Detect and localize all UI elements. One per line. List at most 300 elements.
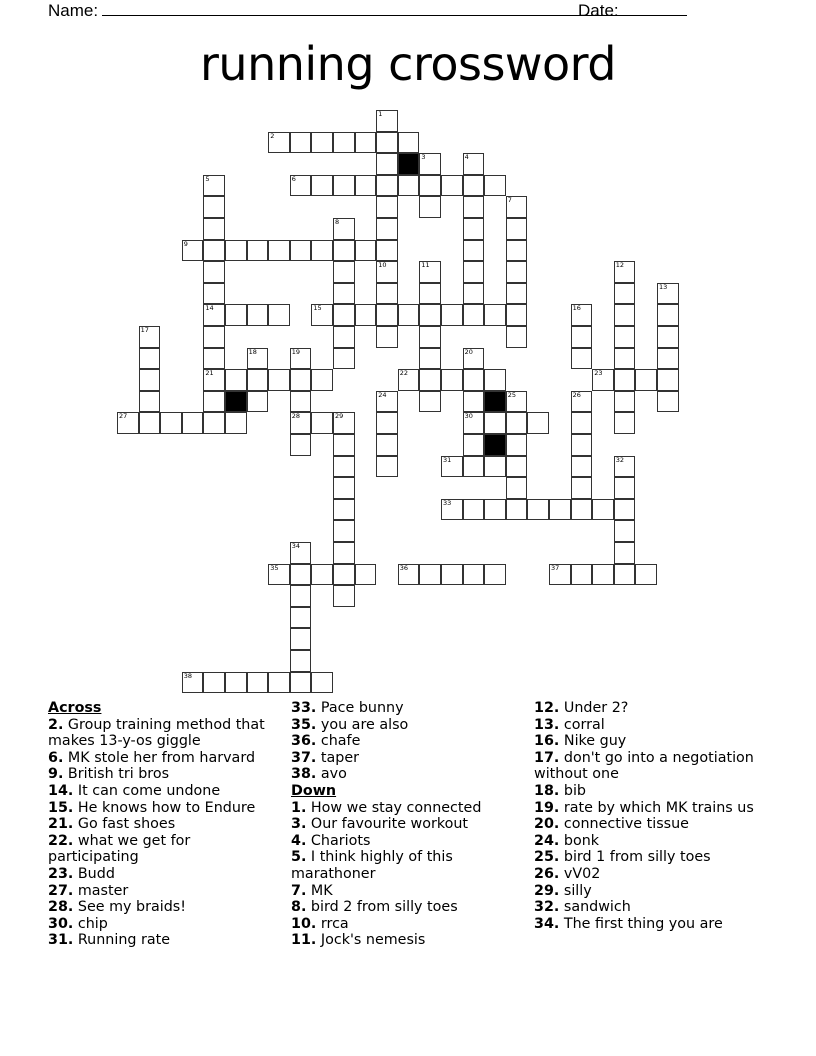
- crossword-cell[interactable]: [506, 326, 528, 348]
- clue-item: [48, 717, 276, 750]
- crossword-cell[interactable]: [290, 369, 312, 391]
- crossword-cell[interactable]: [333, 564, 355, 586]
- crossword-cell[interactable]: [484, 304, 506, 326]
- crossword-cell[interactable]: [506, 499, 528, 521]
- clue-number: 31: [443, 455, 452, 464]
- black-cell: [484, 434, 506, 456]
- clue-item: [48, 883, 276, 900]
- clue-text: chip: [73, 915, 108, 932]
- crossword-cell[interactable]: [419, 391, 441, 413]
- clue-item: [534, 816, 770, 833]
- crossword-cell[interactable]: [463, 456, 485, 478]
- crossword-cell[interactable]: [290, 175, 312, 197]
- crossword-cell[interactable]: [506, 261, 528, 283]
- crossword-cell[interactable]: [441, 456, 463, 478]
- crossword-cell[interactable]: [592, 564, 614, 586]
- crossword-cell[interactable]: [506, 391, 528, 413]
- clue-number-label: 23.: [48, 865, 74, 882]
- crossword-cell[interactable]: [463, 391, 485, 413]
- crossword-cell[interactable]: [571, 391, 593, 413]
- crossword-cell[interactable]: [419, 304, 441, 326]
- crossword-cell[interactable]: [268, 132, 290, 154]
- clue-number-label: 7.: [291, 882, 307, 899]
- clue-text: what we get for participating: [48, 832, 191, 866]
- clues-column-2: [291, 700, 523, 949]
- crossword-cell[interactable]: [376, 434, 398, 456]
- clue-number: 21: [205, 369, 214, 378]
- crossword-cell[interactable]: [419, 369, 441, 391]
- crossword-cell[interactable]: [441, 369, 463, 391]
- crossword-cell[interactable]: [419, 326, 441, 348]
- clue-text: chafe: [316, 733, 361, 750]
- crossword-cell[interactable]: [506, 218, 528, 240]
- clues-column-1: [48, 700, 276, 949]
- crossword-cell[interactable]: [376, 175, 398, 197]
- crossword-cell[interactable]: [268, 564, 290, 586]
- crossword-cell[interactable]: [203, 391, 225, 413]
- crossword-cell[interactable]: [376, 110, 398, 132]
- clue-number: 3: [421, 153, 426, 162]
- crossword-cell[interactable]: [614, 456, 636, 478]
- crossword-cell[interactable]: [506, 412, 528, 434]
- crossword-cell[interactable]: [463, 175, 485, 197]
- crossword-cell[interactable]: [203, 348, 225, 370]
- crossword-cell[interactable]: [614, 369, 636, 391]
- clue-text: Chariots: [306, 832, 371, 849]
- clue-item: [291, 849, 523, 882]
- crossword-cell[interactable]: [139, 369, 161, 391]
- crossword-cell[interactable]: [290, 607, 312, 629]
- clue-number-label: 8.: [291, 899, 307, 916]
- crossword-cell[interactable]: [463, 564, 485, 586]
- crossword-cell[interactable]: [333, 132, 355, 154]
- clue-text: Under 2?: [559, 700, 629, 716]
- crossword-cell[interactable]: [225, 304, 247, 326]
- crossword-cell[interactable]: [203, 175, 225, 197]
- clue-item: [534, 750, 770, 783]
- crossword-cell[interactable]: [203, 672, 225, 694]
- clue-number-label: 5.: [291, 849, 307, 866]
- crossword-cell[interactable]: [311, 175, 333, 197]
- clue-item: [291, 816, 523, 833]
- crossword-cell[interactable]: [463, 499, 485, 521]
- clue-number-label: 33.: [291, 700, 317, 716]
- clue-item: [534, 733, 770, 750]
- crossword-cell[interactable]: [614, 564, 636, 586]
- crossword-cell[interactable]: [376, 261, 398, 283]
- crossword-cell[interactable]: [506, 456, 528, 478]
- clue-number: 17: [140, 326, 149, 334]
- crossword-cell[interactable]: [333, 412, 355, 434]
- clue-number-label: 25.: [534, 849, 560, 866]
- clue-number: 19: [291, 347, 301, 356]
- clue-number: 30: [464, 412, 473, 421]
- clue-item: [534, 883, 770, 900]
- crossword-cell[interactable]: [398, 175, 420, 197]
- crossword-cell[interactable]: [419, 261, 441, 283]
- crossword-cell[interactable]: [614, 520, 636, 542]
- clue-text: bird 1 from silly toes: [559, 849, 711, 866]
- crossword-cell[interactable]: [355, 240, 377, 262]
- crossword-cell[interactable]: [333, 477, 355, 499]
- clue-number: 13: [659, 282, 668, 291]
- clue-number: 28: [291, 412, 301, 421]
- crossword-cell[interactable]: [333, 240, 355, 262]
- crossword-cell[interactable]: [463, 412, 485, 434]
- clue-item: [534, 899, 770, 916]
- clue-text: How we stay connected: [306, 799, 482, 816]
- crossword-cell[interactable]: [657, 348, 679, 370]
- crossword-cell[interactable]: [549, 564, 571, 586]
- crossword-cell[interactable]: [657, 391, 679, 413]
- clue-item: [291, 700, 523, 717]
- crossword-cell[interactable]: [614, 261, 636, 283]
- clue-text: Our favourite workout: [306, 816, 469, 833]
- crossword-cell[interactable]: [571, 456, 593, 478]
- crossword-cell[interactable]: [333, 326, 355, 348]
- clue-number: 20: [464, 347, 473, 356]
- down-heading: Down: [291, 782, 337, 799]
- crossword-cell[interactable]: [333, 434, 355, 456]
- crossword-cell[interactable]: [247, 391, 269, 413]
- clue-text: British tri bros: [63, 766, 170, 783]
- crossword-cell[interactable]: [484, 369, 506, 391]
- crossword-cell[interactable]: [376, 196, 398, 218]
- crossword-cell[interactable]: [355, 175, 377, 197]
- crossword-cell[interactable]: [635, 564, 657, 586]
- crossword-cell[interactable]: [614, 348, 636, 370]
- black-cell: [225, 391, 247, 413]
- crossword-cell[interactable]: [376, 283, 398, 305]
- crossword-cell[interactable]: [419, 153, 441, 175]
- crossword-cell[interactable]: [203, 196, 225, 218]
- crossword-cell[interactable]: [247, 240, 269, 262]
- crossword-cell[interactable]: [614, 499, 636, 521]
- clue-number: 15: [313, 304, 322, 313]
- clue-number-label: 38.: [291, 766, 317, 783]
- crossword-cell[interactable]: [333, 218, 355, 240]
- crossword-cell[interactable]: [333, 542, 355, 564]
- crossword-cell[interactable]: [506, 240, 528, 262]
- crossword-cell[interactable]: [614, 391, 636, 413]
- crossword-cell[interactable]: [290, 672, 312, 694]
- clue-text: bird 2 from silly toes: [306, 899, 458, 916]
- clue-number: 5: [205, 174, 210, 183]
- clue-text: MK: [306, 882, 333, 899]
- clue-item: [534, 833, 770, 850]
- crossword-cell[interactable]: [333, 348, 355, 370]
- crossword-cell[interactable]: [463, 218, 485, 240]
- crossword-cell[interactable]: [333, 283, 355, 305]
- crossword-cell[interactable]: [355, 564, 377, 586]
- crossword-cell[interactable]: [484, 564, 506, 586]
- crossword-cell[interactable]: [333, 499, 355, 521]
- clue-number: 37: [551, 563, 560, 572]
- crossword-cell[interactable]: [614, 304, 636, 326]
- clue-text: corral: [559, 716, 605, 733]
- crossword-cell[interactable]: [268, 304, 290, 326]
- clues-column-3: [534, 700, 770, 932]
- crossword-cell[interactable]: [311, 412, 333, 434]
- crossword-cell[interactable]: [247, 672, 269, 694]
- crossword-cell[interactable]: [527, 499, 549, 521]
- clue-number-label: 20.: [534, 816, 560, 833]
- clue-item: [48, 866, 276, 883]
- crossword-cell[interactable]: [268, 672, 290, 694]
- clue-item: [48, 916, 276, 933]
- crossword-cell[interactable]: [203, 240, 225, 262]
- crossword-cell[interactable]: [441, 175, 463, 197]
- crossword-cell[interactable]: [398, 132, 420, 154]
- crossword-cell[interactable]: [376, 132, 398, 154]
- crossword-cell[interactable]: [225, 412, 247, 434]
- crossword-cell[interactable]: [419, 564, 441, 586]
- crossword-cell[interactable]: [614, 283, 636, 305]
- clue-text: Budd: [73, 865, 115, 882]
- clue-text: avo: [316, 766, 347, 783]
- crossword-cell[interactable]: [139, 412, 161, 434]
- crossword-cell[interactable]: [290, 391, 312, 413]
- clue-text: See my braids!: [73, 899, 186, 916]
- clue-number-label: 14.: [48, 782, 74, 799]
- crossword-cell[interactable]: [571, 412, 593, 434]
- crossword-cell[interactable]: [506, 477, 528, 499]
- crossword-cell[interactable]: [333, 304, 355, 326]
- crossword-cell[interactable]: [333, 520, 355, 542]
- crossword-cell[interactable]: [139, 348, 161, 370]
- crossword-cell[interactable]: [635, 369, 657, 391]
- crossword-cell[interactable]: [203, 304, 225, 326]
- clue-item: [291, 717, 523, 734]
- clue-number-label: 15.: [48, 799, 74, 816]
- crossword-cell[interactable]: [290, 434, 312, 456]
- crossword-cell[interactable]: [203, 326, 225, 348]
- crossword-cell[interactable]: [463, 261, 485, 283]
- crossword-cell[interactable]: [657, 326, 679, 348]
- crossword-cell[interactable]: [571, 304, 593, 326]
- crossword-cell[interactable]: [463, 240, 485, 262]
- clue-number-label: 35.: [291, 716, 317, 733]
- clue-number: 33: [443, 498, 452, 507]
- crossword-cell[interactable]: [527, 412, 549, 434]
- clue-number: 9: [183, 239, 188, 248]
- clue-item: [291, 899, 523, 916]
- clue-number-label: 22.: [48, 832, 74, 849]
- crossword-cell[interactable]: [506, 196, 528, 218]
- clue-text: vV02: [559, 865, 601, 882]
- crossword-cell[interactable]: [225, 240, 247, 262]
- crossword-cell[interactable]: [614, 542, 636, 564]
- crossword-cell[interactable]: [333, 585, 355, 607]
- clue-number-label: 21.: [48, 816, 74, 833]
- crossword-cell[interactable]: [419, 196, 441, 218]
- crossword-cell[interactable]: [419, 348, 441, 370]
- crossword-cell[interactable]: [592, 499, 614, 521]
- crossword-cell[interactable]: [398, 304, 420, 326]
- clue-number: 12: [615, 261, 625, 270]
- crossword-cell[interactable]: [139, 391, 161, 413]
- crossword-cell[interactable]: [376, 456, 398, 478]
- crossword-cell[interactable]: [311, 369, 333, 391]
- clue-number: 14: [205, 304, 214, 313]
- crossword-cell[interactable]: [268, 369, 290, 391]
- clue-text: He knows how to Endure: [73, 799, 256, 816]
- crossword-cell[interactable]: [441, 304, 463, 326]
- crossword-cell[interactable]: [657, 283, 679, 305]
- crossword-cell[interactable]: [182, 412, 204, 434]
- crossword-cell[interactable]: [571, 326, 593, 348]
- clue-number-label: 19.: [534, 799, 560, 816]
- crossword-cell[interactable]: [419, 283, 441, 305]
- crossword-cell[interactable]: [333, 456, 355, 478]
- clue-number-label: 13.: [534, 716, 560, 733]
- crossword-cell[interactable]: [484, 412, 506, 434]
- crossword-cell[interactable]: [463, 434, 485, 456]
- clue-text: I think highly of this marathoner: [291, 849, 453, 882]
- crossword-cell[interactable]: [398, 369, 420, 391]
- clue-text: Pace bunny: [316, 700, 404, 716]
- clue-number: 18: [248, 347, 257, 356]
- crossword-cell[interactable]: [463, 196, 485, 218]
- crossword-cell[interactable]: [290, 542, 312, 564]
- crossword-cell[interactable]: [311, 672, 333, 694]
- clue-number: 11: [421, 261, 430, 270]
- clue-number-label: 9.: [48, 766, 64, 783]
- crossword-cell[interactable]: [419, 175, 441, 197]
- clue-item: [534, 866, 770, 883]
- crossword-cell[interactable]: [355, 132, 377, 154]
- crossword-cell[interactable]: [506, 434, 528, 456]
- clue-number: 26: [572, 390, 581, 399]
- crossword-cell[interactable]: [311, 132, 333, 154]
- crossword-cell[interactable]: [182, 240, 204, 262]
- clue-item: [291, 766, 523, 783]
- clue-text: rate by which MK trains us: [559, 799, 754, 816]
- crossword-cell[interactable]: [290, 348, 312, 370]
- crossword-cell[interactable]: [247, 348, 269, 370]
- crossword-cell[interactable]: [463, 304, 485, 326]
- crossword-cell[interactable]: [571, 348, 593, 370]
- crossword-cell[interactable]: [290, 564, 312, 586]
- crossword-cell[interactable]: [484, 456, 506, 478]
- clue-text: master: [73, 882, 129, 899]
- crossword-cell[interactable]: [376, 240, 398, 262]
- crossword-cell[interactable]: [376, 153, 398, 175]
- crossword-cell[interactable]: [290, 650, 312, 672]
- crossword-cell[interactable]: [355, 304, 377, 326]
- clue-item: [291, 916, 523, 933]
- crossword-cell[interactable]: [614, 412, 636, 434]
- crossword-cell[interactable]: [376, 326, 398, 348]
- crossword-cell[interactable]: [376, 218, 398, 240]
- clue-number: 8: [335, 218, 340, 226]
- clue-number-label: 11.: [291, 932, 317, 949]
- clue-number: 34: [291, 542, 301, 550]
- crossword-cell[interactable]: [203, 283, 225, 305]
- crossword-cell[interactable]: [182, 672, 204, 694]
- crossword-cell[interactable]: [571, 434, 593, 456]
- clue-number: 23: [594, 369, 603, 378]
- crossword-cell[interactable]: [441, 564, 463, 586]
- crossword-cell[interactable]: [268, 240, 290, 262]
- crossword-cell[interactable]: [333, 261, 355, 283]
- crossword-cell[interactable]: [614, 326, 636, 348]
- clue-number: 35: [270, 563, 279, 572]
- crossword-cell[interactable]: [139, 326, 161, 348]
- crossword-cell[interactable]: [247, 304, 269, 326]
- clue-number-label: 27.: [48, 882, 74, 899]
- clue-text: Nike guy: [559, 733, 627, 750]
- clue-number: 1: [378, 110, 383, 118]
- crossword-cell[interactable]: [311, 304, 333, 326]
- crossword-cell[interactable]: [463, 369, 485, 391]
- clue-number: 29: [335, 412, 344, 421]
- crossword-cell[interactable]: [117, 412, 139, 434]
- crossword-cell[interactable]: [290, 132, 312, 154]
- crossword-cell[interactable]: [311, 240, 333, 262]
- crossword-cell[interactable]: [290, 240, 312, 262]
- name-label: Name:: [48, 1, 99, 20]
- clue-text: sandwich: [559, 899, 631, 916]
- crossword-cell[interactable]: [225, 369, 247, 391]
- crossword-cell[interactable]: [376, 391, 398, 413]
- clue-text: MK stole her from harvard: [63, 749, 256, 766]
- crossword-cell[interactable]: [376, 304, 398, 326]
- clue-item: [291, 883, 523, 900]
- clue-number: 2: [270, 131, 275, 140]
- clue-number: 25: [507, 390, 517, 399]
- crossword-cell[interactable]: [203, 412, 225, 434]
- crossword-cell[interactable]: [376, 412, 398, 434]
- crossword-cell[interactable]: [290, 585, 312, 607]
- crossword-cell[interactable]: [506, 283, 528, 305]
- crossword-cell[interactable]: [484, 499, 506, 521]
- crossword-cell[interactable]: [657, 304, 679, 326]
- crossword-cell[interactable]: [506, 304, 528, 326]
- crossword-cell[interactable]: [657, 369, 679, 391]
- crossword-cell[interactable]: [571, 499, 593, 521]
- clue-item: [291, 932, 523, 949]
- crossword-cell[interactable]: [571, 477, 593, 499]
- crossword-cell[interactable]: [549, 499, 571, 521]
- clue-item: [48, 800, 276, 817]
- clue-text: Jock's nemesis: [316, 932, 426, 949]
- clue-number-label: 4.: [291, 832, 307, 849]
- crossword-cell[interactable]: [247, 369, 269, 391]
- crossword-cell[interactable]: [398, 564, 420, 586]
- crossword-cell[interactable]: [463, 153, 485, 175]
- crossword-cell[interactable]: [203, 261, 225, 283]
- crossword-cell[interactable]: [463, 283, 485, 305]
- crossword-cell[interactable]: [463, 348, 485, 370]
- crossword-cell[interactable]: [225, 672, 247, 694]
- crossword-cell[interactable]: [592, 369, 614, 391]
- crossword-cell[interactable]: [571, 564, 593, 586]
- crossword-cell[interactable]: [484, 175, 506, 197]
- crossword-cell[interactable]: [203, 218, 225, 240]
- crossword-cell[interactable]: [290, 412, 312, 434]
- crossword-cell[interactable]: [333, 175, 355, 197]
- crossword-cell[interactable]: [203, 369, 225, 391]
- clue-number-label: 2.: [48, 716, 64, 733]
- clue-number: 10: [378, 261, 387, 270]
- crossword-cell[interactable]: [160, 412, 182, 434]
- clue-number: 4: [464, 153, 469, 162]
- crossword-cell[interactable]: [614, 477, 636, 499]
- crossword-cell[interactable]: [441, 499, 463, 521]
- crossword-cell[interactable]: [311, 564, 333, 586]
- crossword-cell[interactable]: [290, 628, 312, 650]
